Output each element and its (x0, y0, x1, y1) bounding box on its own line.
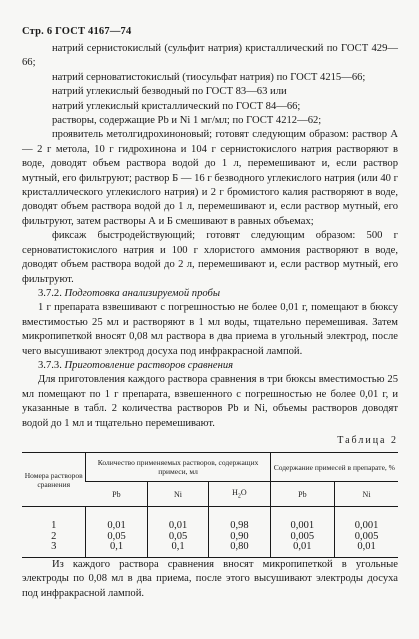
paragraph-developer: проявитель метолгидрохиноновый; готовят следующим образом: раствор А — 2 г метола, 10 г гидрохинона и 104 г сернистокислого натрия растворяют в воде, доводят объем раствора водой до 1 л, перемешивают и, если раствор мутный, его фильтруют; раствор Б — 16 г безводного углекислого натрия (или 40 г кристаллического углекислого натрия) и 2 г бромистого калия растворяют в воде, доводят объем раствора водой до 1 л, перемешивают и, если раствор мутный, его фильтруют, затем растворы А и Б смешивают в равных объемах; (22, 129, 398, 227)
section-title: Приготовление растворов сравнения (64, 359, 234, 371)
paragraph-sodium-sulfite: натрий сернистокислый (сульфит натрия) кристаллический по ГОСТ 429—66; (22, 43, 398, 69)
section-heading-3-7-3 (22, 359, 398, 373)
section-number: 3.7.2. (38, 287, 62, 299)
header-volumes-group: Количество применяемых растворов, содержащих примеси, мл (86, 453, 270, 482)
header-ni-volume: Ni (147, 482, 208, 507)
header-h2o-volume: $H_2O$ (209, 482, 270, 507)
section-number: 3.7.3. (38, 359, 62, 371)
section-title: Подготовка анализируемой пробы (64, 287, 221, 299)
header-ni-content: Ni (335, 482, 398, 507)
document-body (22, 42, 398, 601)
header-pb-volume: Pb (86, 482, 147, 507)
table-row: 2 0,05 0,05 0,90 0,005 0,005 (22, 532, 398, 543)
paragraph-sample-preparation: 1 г препарата взвешивают с погрешностью не более 0,01 г, помещают в бюксу вместимостью 25 мл и растворяют в 1 мл воды, тщательно перемешивая. Затем микропипеткой вносят 0,08 мл раствора в два приема в угольный электрод, после чего высушивают электрод досуха под инфракрасной лампой. (22, 302, 398, 357)
reference-solutions-table (22, 452, 398, 558)
paragraph-electrode-application: Из каждого раствора сравнения вносят микропипеткой в угольные электроды по 0,08 мл в два приема, после этого высушивают электроды досуха под инфракрасной лампой. (22, 558, 398, 599)
header-solution-number: Номера растворов сравнения (22, 453, 86, 507)
page-header: Стр. 6 ГОСТ 4167—74 (22, 26, 132, 37)
paragraph-fixer: фиксаж быстродействующий; готовят следующим образом: 500 г серноватистокислого натрия и 100 г хлористого аммония растворяют в воде, доводят объем раствора водой до 2 л, перемешивают и, если раствор мутный, его фильтруют. (22, 230, 398, 285)
header-content-group: Содержание примесей в препарате, % (270, 453, 398, 482)
table-row: 3 0,1 0,1 0,80 0,01 0,01 (22, 542, 398, 557)
paragraph-reference-solutions: Для приготовления каждого раствора сравнения в три бюксы вместимостью 25 мл помещают по 1 г препарата, взвешенного с погрешностью не более 0,01 г, и указанные в табл. 2 количества растворов Pb и Ni, объемы растворов доводят водой до 1 мл и тщательно перемешивают. (22, 374, 398, 429)
table-caption: Таблица 2 (337, 434, 398, 446)
table-row: 1 0,01 0,01 0,98 0,001 0,001 (22, 521, 398, 532)
paragraph-pb-ni-solutions: растворы, содержащие Pb и Ni 1 мг/мл; по ГОСТ 4212—62; (52, 115, 322, 127)
paragraph-sodium-thiosulfate: натрий серноватистокислый (тиосульфат натрия) по ГОСТ 4215—66; (52, 71, 366, 83)
section-heading-3-7-2 (22, 287, 398, 301)
header-pb-content: Pb (270, 482, 334, 507)
paragraph-sodium-carbonate-crystalline: натрий углекислый кристаллический по ГОСТ 84—66; (52, 100, 301, 112)
paragraph-sodium-carbonate-anhydrous: натрий углекислый безводный по ГОСТ 83—63 или (52, 86, 287, 98)
table-spacer-row (22, 507, 398, 522)
